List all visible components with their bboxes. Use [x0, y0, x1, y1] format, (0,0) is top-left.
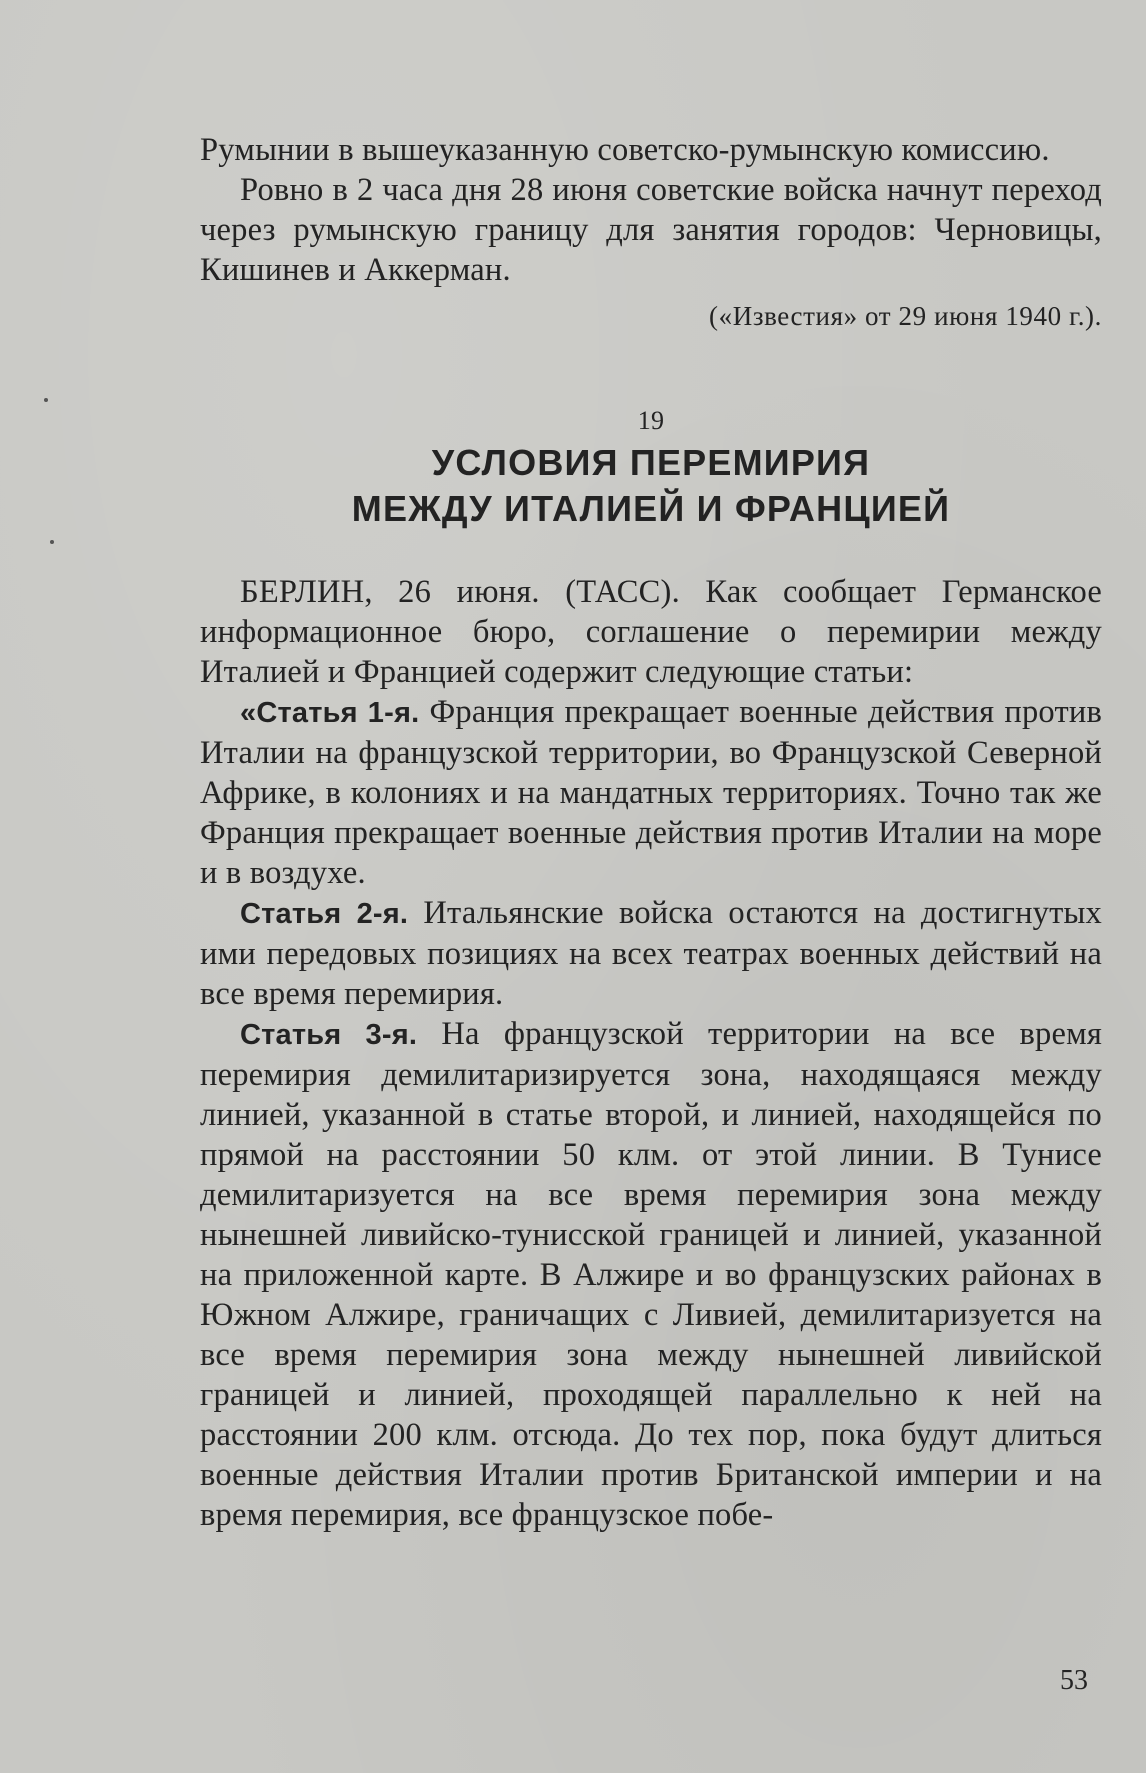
continuation-paragraph: Румынии в вышеуказанную советско-румынскую комиссию.: [200, 132, 1050, 168]
print-speck: [44, 398, 48, 402]
section-title-line-2: МЕЖДУ ИТАЛИЕЙ И ФРАНЦИЕЙ: [351, 488, 951, 529]
article-1-paragraph: [200, 692, 1102, 893]
article-3-text: На французской территории на все время перемирия демилитаризируется зона, находящаяся между линией, указанной в статье второй, и линией, находящейся по прямой на расстоянии 50 клм. от этой линии. В Тунисе демилитаризуется на все время перемирия зона между нынешней ливийско-тунисской границей и линией, указанной на приложенной карте. В Алжире и во французских районах в Южном Алжире, граничащих с Ливией, демилитаризуется на все время перемирия зона между нынешней ливийской границей и линией, проходящей параллельно к ней на расстоянии 200 клм. отсюда. До тех пор, пока будут длиться военные действия Италии против Британской империи и на время перемирия, все французское побе-: [200, 1016, 1102, 1533]
page-number: 53: [1060, 1665, 1088, 1696]
section-title: [200, 440, 1102, 532]
section-number: 19: [637, 406, 665, 435]
page-text: [200, 130, 1102, 1535]
article-3-paragraph: [200, 1014, 1102, 1535]
article-1-label: «Статья 1-я.: [240, 697, 420, 729]
print-speck: [50, 540, 54, 544]
intro-paragraph: БЕРЛИН, 26 июня. (ТАСС). Как сообщает Германское информационное бюро, соглашение о перемирии между Италией и Францией содержит следующие статьи:: [200, 574, 1102, 690]
article-3-label: Статья 3-я.: [240, 1019, 418, 1051]
source-citation: («Известия» от 29 июня 1940 г.).: [709, 301, 1102, 331]
section-title-line-1: УСЛОВИЯ ПЕРЕМИРИЯ: [431, 442, 871, 483]
troops-paragraph: Ровно в 2 часа дня 28 июня советские войска начнут переход через румынскую границу для занятия городов: Черновицы, Кишинев и Аккерман.: [200, 172, 1102, 288]
article-2-label: Статья 2-я.: [240, 898, 409, 930]
article-1-text: Франция прекращает военные действия против Италии на французской территории, во Французской Северной Африке, в колониях и на мандатных территориях. Точно так же Франция прекращает военные действия против Италии на море и в воздухе.: [200, 694, 1102, 891]
article-2-paragraph: [200, 893, 1102, 1014]
article-2-text: Итальянские войска остаются на достигнутых ими передовых позициях на всех театрах военных действий на все время перемирия.: [200, 895, 1102, 1012]
